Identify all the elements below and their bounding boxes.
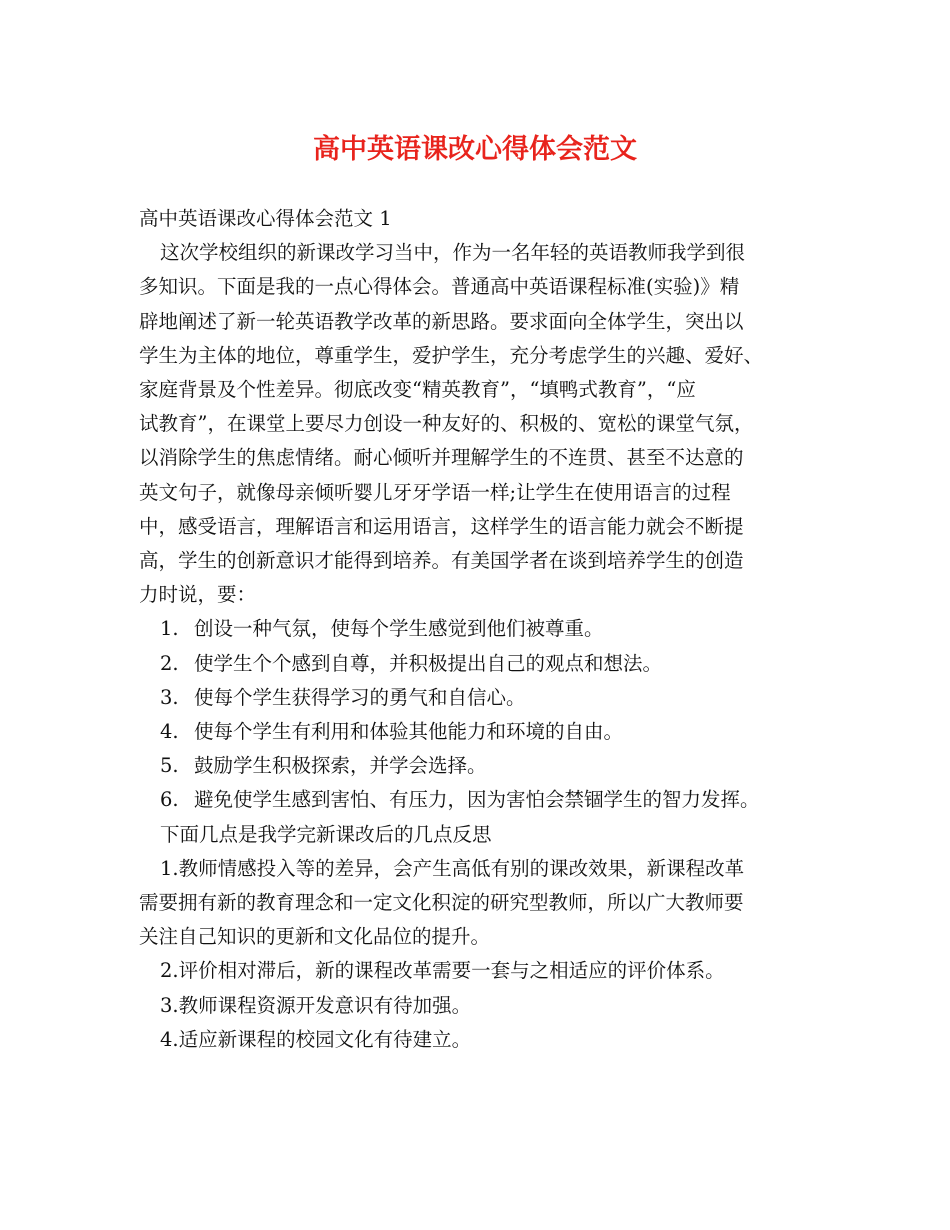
- paragraph-line: 以消除学生的焦虑情绪。耐心倾听并理解学生的不连贯、甚至不达意的: [139, 446, 744, 470]
- list-item: [139, 715, 819, 749]
- paragraph-line: 多知识。下面是我的一点心得体会。普通高中英语课程标准(实验)》精: [139, 275, 740, 299]
- list-item-number: 4.: [160, 720, 179, 744]
- list-item-text: 使每个学生有利用和体验其他能力和环境的自由。: [194, 720, 624, 744]
- section-subtitle: 高中英语课改心得体会范文 1: [139, 207, 392, 230]
- list-item: [139, 612, 819, 646]
- reflection-heading: 下面几点是我学完新课改后的几点反思: [160, 822, 492, 846]
- reflection-line: 1.教师情感投入等的差异，会产生高低有别的课改效果，新课程改革: [160, 856, 745, 880]
- reflection-line: 关注自己知识的更新和文化品位的提升。: [139, 925, 491, 949]
- list-item-number: 5.: [160, 754, 179, 778]
- list-item-text: 避免使学生感到害怕、有压力，因为害怕会禁锢学生的智力发挥。: [194, 788, 760, 812]
- paragraph-line: 力时说，要：: [139, 583, 257, 607]
- reflection-line: 3.教师课程资源开发意识有待加强。: [160, 993, 472, 1017]
- paragraph-line: 这次学校组织的新课改学习当中，作为一名年轻的英语教师我学到很: [160, 241, 746, 265]
- paragraph-line: 中，感受语言，理解语言和运用语言，这样学生的语言能力就会不断提: [139, 514, 744, 538]
- paragraph-line: 辟地阐述了新一轮英语教学改革的新思路。要求面向全体学生，突出以: [139, 309, 744, 333]
- reflection-line: 需要拥有新的教育理念和一定文化积淀的研究型教师，所以广大教师要: [139, 891, 744, 915]
- list-item-number: 2.: [160, 651, 179, 675]
- list-item-text: 鼓励学生积极探索，并学会选择。: [194, 754, 487, 778]
- list-item: [139, 647, 819, 681]
- paragraph-line: 家庭背景及个性差异。彻底改变“精英教育”，“填鸭式教育”，“应: [139, 378, 696, 402]
- paragraph-line: 高，学生的创新意识才能得到培养。有美国学者在谈到培养学生的创造: [139, 549, 744, 573]
- document-title: 高中英语课改心得体会范文: [313, 134, 637, 165]
- list-item-number: 1.: [160, 617, 179, 641]
- list-item-number: 3.: [160, 685, 179, 709]
- paragraph-line: 英文句子，就像母亲倾听婴儿牙牙学语一样;让学生在使用语言的过程: [139, 480, 731, 504]
- list-item-text: 创设一种气氛，使每个学生感觉到他们被尊重。: [194, 617, 604, 641]
- paragraph-line: 试教育”，在课堂上要尽力创设一种友好的、积极的、宽松的课堂气氛，: [139, 412, 754, 436]
- document-body: [139, 202, 819, 1057]
- paragraph-line: 学生为主体的地位，尊重学生，爱护学生，充分考虑学生的兴趣、爱好、: [139, 343, 764, 367]
- list-item-text: 使每个学生获得学习的勇气和自信心。: [194, 685, 526, 709]
- list-item-number: 6.: [160, 788, 179, 812]
- reflection-line: 2.评价相对滞后，新的课程改革需要一套与之相适应的评价体系。: [160, 959, 725, 983]
- list-item: [139, 681, 819, 715]
- list-item: [139, 783, 819, 817]
- reflection-line: 4.适应新课程的校园文化有待建立。: [160, 1027, 472, 1051]
- list-item: [139, 749, 819, 783]
- list-item-text: 使学生个个感到自尊，并积极提出自己的观点和想法。: [194, 651, 663, 675]
